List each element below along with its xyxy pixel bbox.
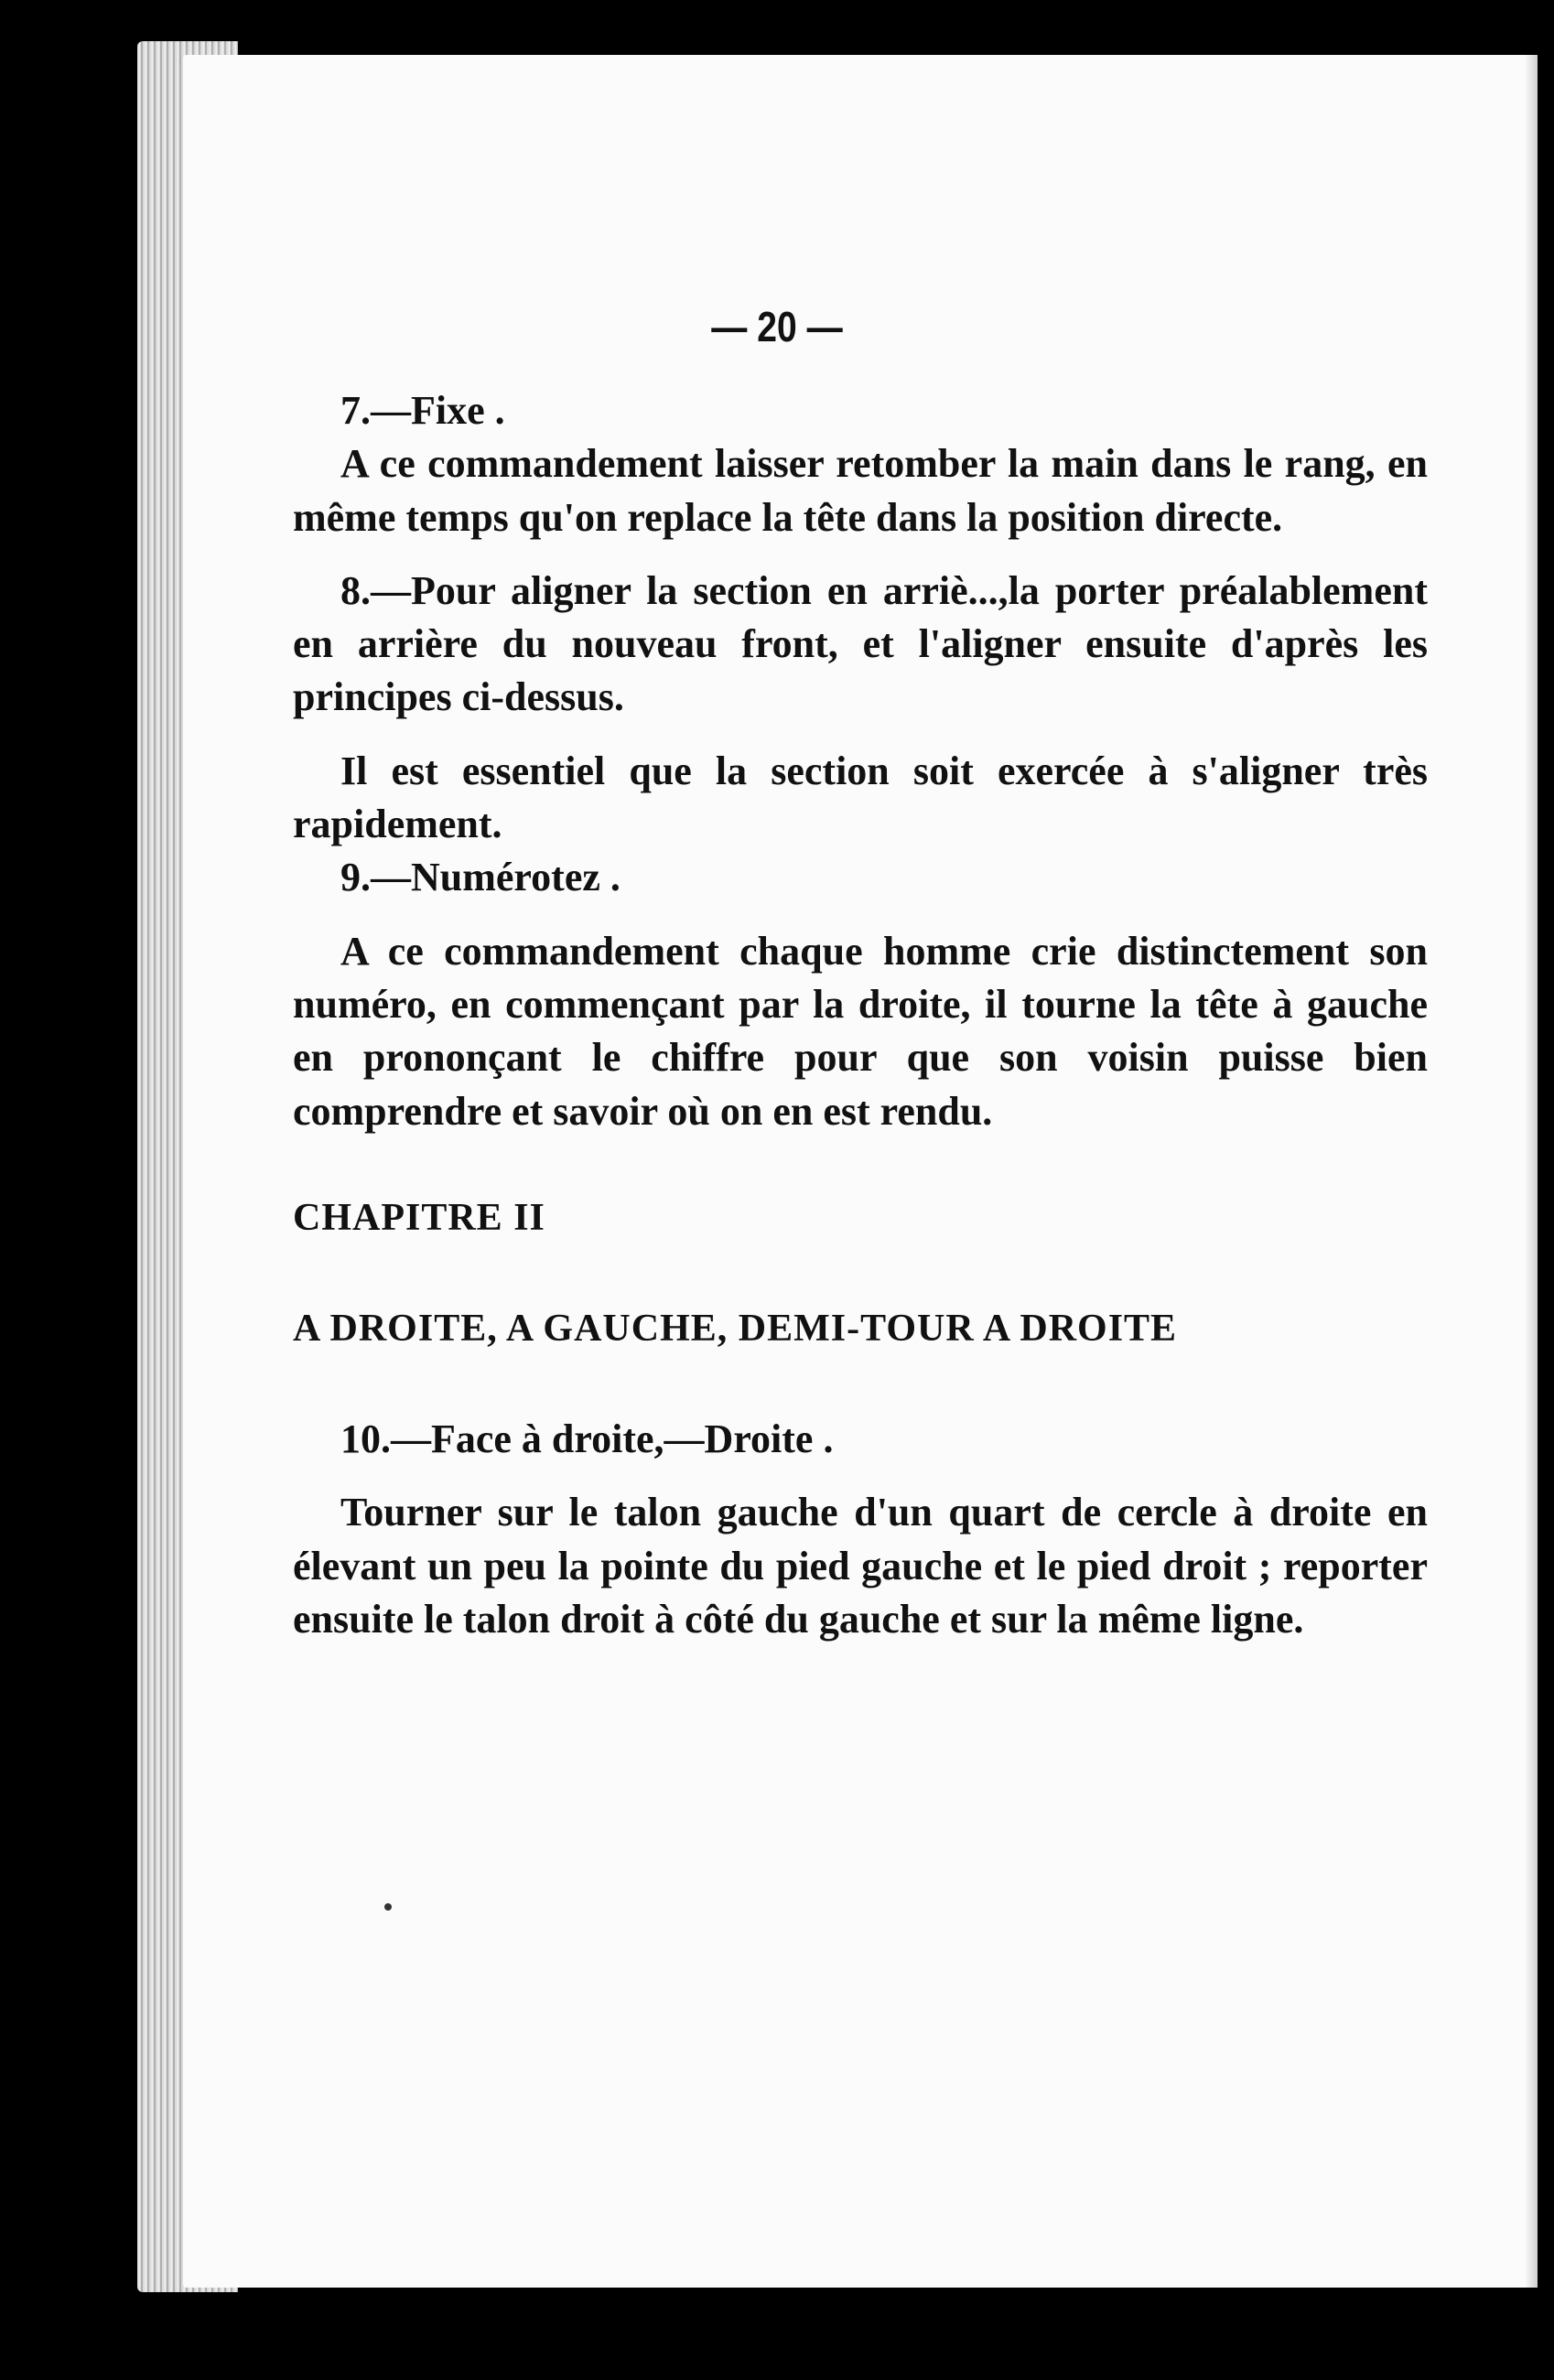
item-9-body: A ce commandement chaque homme crie distinctement son numéro, en commençant par la droite, il tourne la tête à gauche en prononçant le chiffre pour que son voisin puisse bien comprendre et savoir où on en est rendu. <box>293 928 1428 1134</box>
item-8-note: Il est essentiel que la section soit exercée à s'aligner très rapidement. <box>293 748 1428 847</box>
page-number: — 20 — <box>711 303 843 350</box>
chapter-heading: CHAPITRE II <box>293 1196 545 1239</box>
item-10-title: 10.—Face à droite,—Droite . <box>340 1416 834 1462</box>
ink-speck <box>384 1903 392 1911</box>
section-heading: A DROITE, A GAUCHE, DEMI-TOUR A DROITE <box>293 1308 1178 1351</box>
page-text <box>293 384 1428 1646</box>
item-10-body: Tourner sur le talon gauche d'un quart de cercle à droite en élevant un peu la pointe du pied gauche et le pied droit ; reporter ensuite le talon droit à côté du gauche et sur la même ligne. <box>293 1490 1428 1642</box>
item-9-title: 9.—Numérotez . <box>340 855 621 900</box>
item-8-body: 8.—Pour aligner la section en arriè...,la porter préalablement en arrière du nouveau front, et l'aligner ensuite d'après les principes ci-dessus. <box>293 567 1428 720</box>
item-7-title: 7.—Fixe . <box>340 388 505 433</box>
item-7-body: A ce commandement laisser retomber la main dans le rang, en même temps qu'on replace la tête dans la position directe. <box>293 441 1428 540</box>
